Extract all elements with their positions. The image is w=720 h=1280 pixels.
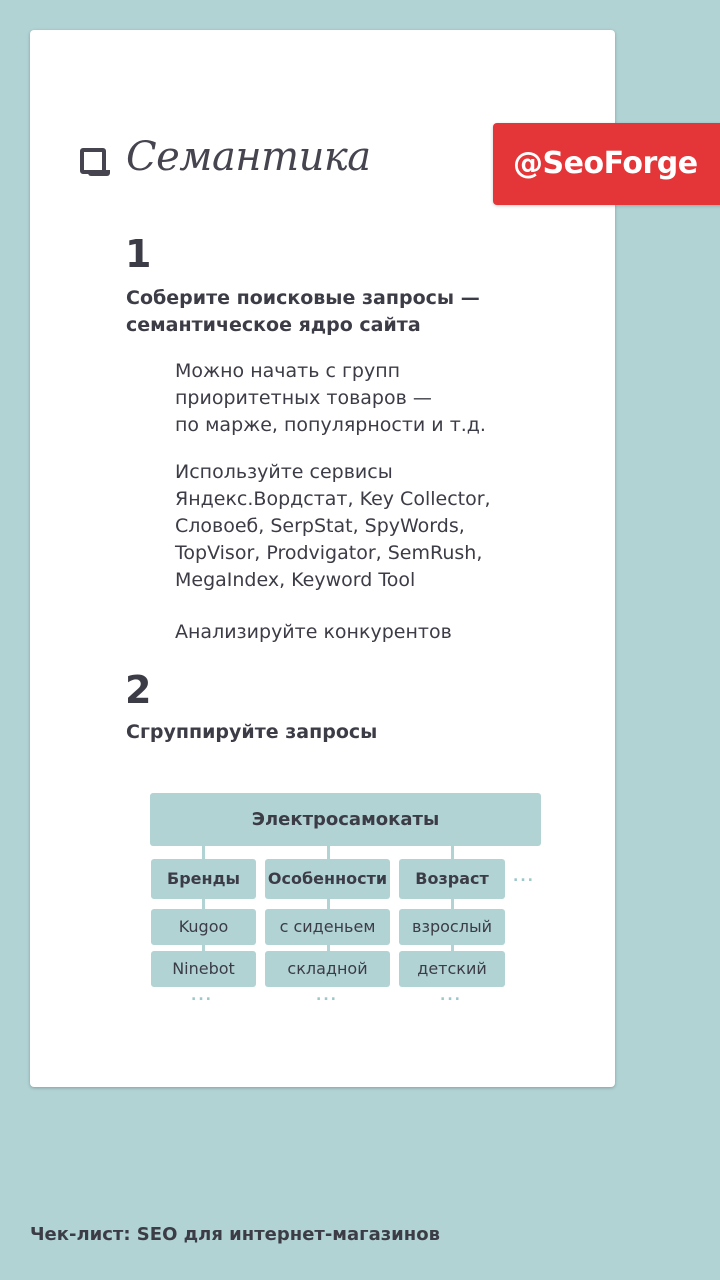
tip-line: Используйте сервисы: [175, 461, 393, 483]
tip-competitors: [175, 619, 575, 646]
tip-priority-products: [175, 358, 575, 439]
tree-category-features: Особенности: [265, 859, 390, 899]
tree-connector: [327, 846, 330, 859]
tree-leaf: Ninebot: [151, 951, 256, 987]
tip-line: Можно начать с групп: [175, 360, 401, 382]
tip-line: TopVisor, Prodvigator, SemRush,: [175, 542, 483, 564]
tree-leaf: Kugoo: [151, 909, 256, 945]
step-number-2: 2: [125, 668, 152, 712]
tree-more-dots: ...: [513, 869, 535, 885]
tree-leaf: складной: [265, 951, 390, 987]
step-heading-1-line: семантическое ядро сайта: [126, 314, 421, 336]
tip-line: приоритетных товаров —: [175, 387, 432, 409]
tree-more-dots: ...: [316, 988, 338, 1004]
tree-connector: [451, 846, 454, 859]
step-number-1: 1: [125, 232, 152, 276]
tip-line: MegaIndex, Keyword Tool: [175, 569, 416, 591]
tree-category-brands: Бренды: [151, 859, 256, 899]
tree-leaf: с сиденьем: [265, 909, 390, 945]
tree-connector: [202, 846, 205, 859]
step-heading-1: [126, 285, 546, 339]
tip-line: Словоеб, SerpStat, SpyWords,: [175, 515, 465, 537]
tip-line: Яндекс.Вордстат, Key Collector,: [175, 488, 491, 510]
tree-more-dots: ...: [440, 988, 462, 1004]
step-heading-1-line: Соберите поисковые запросы —: [126, 287, 480, 309]
tree-leaf: взрослый: [399, 909, 505, 945]
tree-root-node: Электросамокаты: [150, 793, 541, 846]
tip-services: [175, 459, 575, 594]
footer-caption: Чек-лист: SEO для интернет-магазинов: [30, 1224, 440, 1245]
tree-more-dots: ...: [191, 988, 213, 1004]
tip-line: Анализируйте конкурентов: [175, 621, 452, 643]
step-heading-2: Сгруппируйте запросы: [126, 721, 378, 743]
tree-leaf: детский: [399, 951, 505, 987]
tip-line: по марже, популярности и т.д.: [175, 414, 486, 436]
brand-badge: @SeoForge: [493, 123, 720, 205]
tree-category-age: Возраст: [399, 859, 505, 899]
checkbox-icon: [80, 148, 106, 174]
page-title: Семантика: [126, 134, 371, 180]
